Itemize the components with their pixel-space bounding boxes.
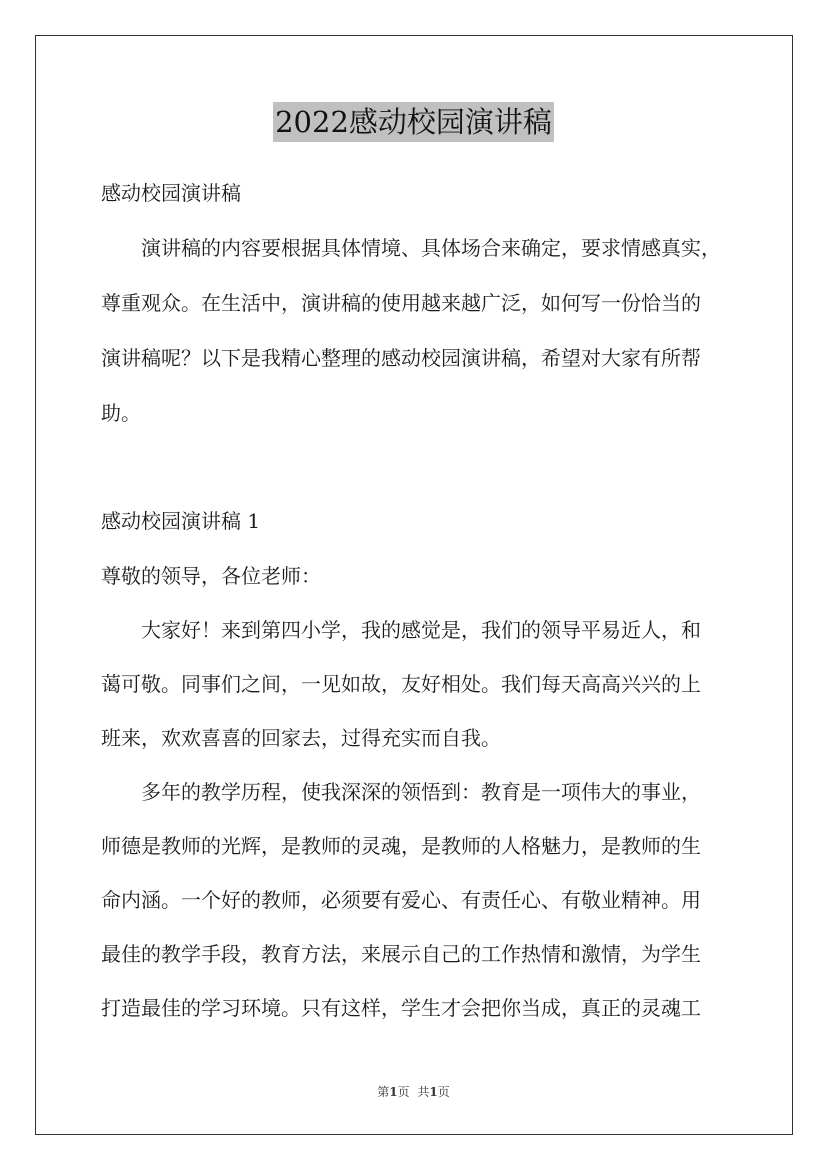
paragraph-line: 蔼可敬。同事们之间，一见如故，友好相处。我们每天高高兴兴的上 (101, 672, 701, 696)
paragraph-line: 多年的教学历程，使我深深的领悟到：教育是一项伟大的事业， (141, 780, 701, 804)
footer-total-suffix: 页 (437, 1085, 450, 1099)
paragraph-line: 尊重观众。在生活中，演讲稿的使用越来越广泛，如何写一份恰当的 (101, 291, 701, 315)
paragraph-line: 班来，欢欢喜喜的回家去，过得充实而自我。 (101, 726, 501, 750)
section-heading: 感动校园演讲稿 1 (101, 509, 261, 533)
document-title: 2022感动校园演讲稿 (273, 102, 554, 142)
salutation: 尊敬的领导，各位老师： (101, 564, 321, 588)
paragraph-line: 打造最佳的学习环境。只有这样，学生才会把你当成，真正的灵魂工 (101, 996, 701, 1020)
footer-total-number: 1 (429, 1085, 438, 1099)
page-footer (0, 1084, 827, 1100)
footer-page-prefix: 第 (377, 1085, 390, 1099)
title-container (0, 102, 827, 142)
paragraph-line: 最佳的教学手段，教育方法，来展示自己的工作热情和激情，为学生 (101, 942, 701, 966)
footer-total-prefix: 共 (417, 1085, 430, 1099)
paragraph-line: 大家好！来到第四小学，我的感觉是，我们的领导平易近人，和 (141, 618, 701, 642)
paragraph-line: 命内涵。一个好的教师，必须要有爱心、有责任心、有敬业精神。用 (101, 888, 701, 912)
paragraph-line: 演讲稿呢？以下是我精心整理的感动校园演讲稿，希望对大家有所帮 (101, 346, 701, 370)
paragraph-line: 助。 (101, 401, 141, 425)
footer-page-suffix: 页 (397, 1085, 410, 1099)
subtitle: 感动校园演讲稿 (101, 181, 241, 205)
paragraph-line: 师德是教师的光辉，是教师的灵魂，是教师的人格魅力，是教师的生 (101, 834, 701, 858)
paragraph-line: 演讲稿的内容要根据具体情境、具体场合来确定，要求情感真实， (141, 236, 721, 260)
footer-page-number: 1 (389, 1085, 398, 1099)
